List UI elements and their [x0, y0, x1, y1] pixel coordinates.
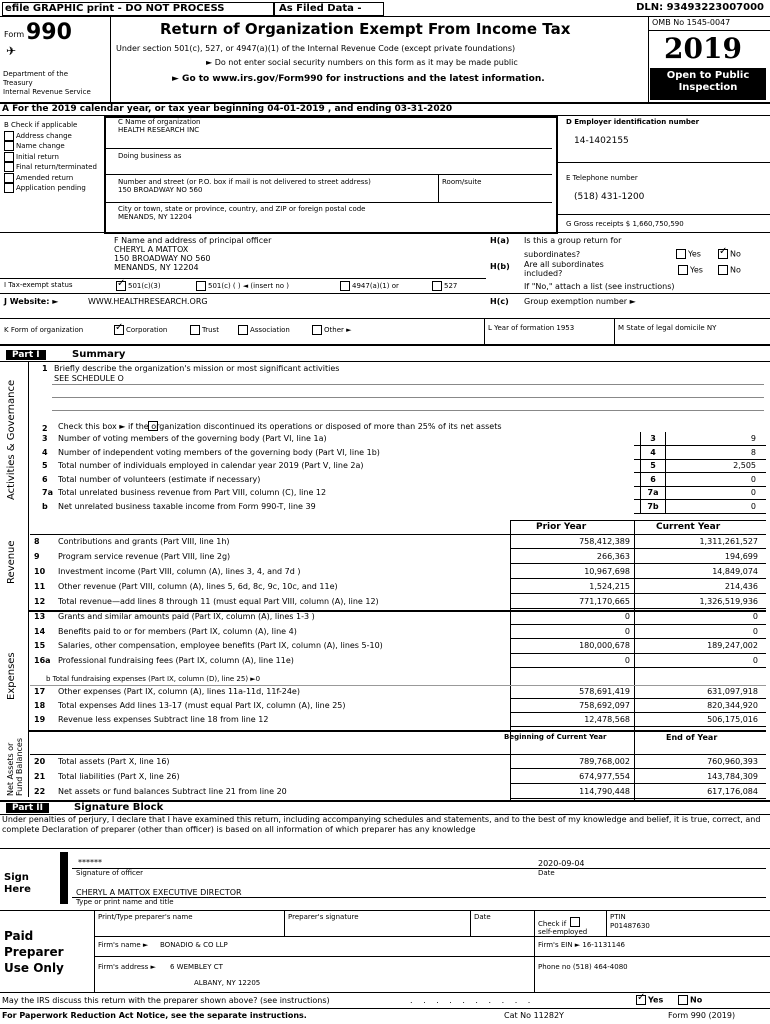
prior-year-value: 0: [624, 612, 630, 621]
phone-value: (518) 431-1200: [574, 192, 645, 202]
tax-year: 2019: [664, 32, 742, 65]
firm-name: BONADIO & CO LLP: [160, 941, 228, 949]
status-527[interactable]: 527: [432, 281, 457, 291]
dept-line-3: Internal Revenue Service: [3, 88, 91, 96]
line-text: Other expenses (Part IX, column (A), lines 11a-11d, 11f-24e): [58, 687, 300, 696]
ptin-label: PTIN: [610, 913, 626, 921]
line-number: 8: [34, 537, 40, 546]
part-1-label: Part I: [6, 350, 46, 360]
line-number: 11: [34, 582, 46, 591]
line-value: 0: [750, 501, 756, 511]
side-expenses: Expenses: [6, 652, 17, 700]
ha-no-checkbox[interactable]: [718, 249, 728, 259]
initial-return-checkbox[interactable]: [4, 152, 14, 162]
financial-row: [30, 564, 766, 579]
hb-no[interactable]: No: [718, 265, 741, 275]
discuss-no[interactable]: No: [678, 995, 702, 1005]
dba-label: Doing business as: [118, 152, 182, 160]
governance-row: [30, 459, 766, 472]
sign-here-label: Sign Here: [4, 872, 31, 895]
financial-row: [30, 713, 766, 727]
part-2-title: Signature Block: [74, 802, 164, 813]
officer-name-label: Type or print name and title: [76, 898, 174, 906]
ein-value: 14-1402155: [574, 136, 629, 146]
current-year-header: Current Year: [656, 522, 721, 532]
current-year-value: 0: [752, 626, 758, 636]
signature-date-label: Date: [538, 869, 555, 877]
application-pending-checkbox[interactable]: [4, 183, 14, 193]
current-year-value: 506,175,016: [707, 715, 758, 724]
line-2-text: Check this box ► if the organization discontinued its operations or disposed of more than 25% of its net assets: [58, 422, 502, 431]
current-year-value: 760,960,393: [707, 757, 758, 766]
line-number: 14: [34, 626, 46, 636]
k-corporation[interactable]: ✓ Corporation: [114, 325, 167, 335]
financial-row: [30, 685, 766, 699]
firm-address-1: 6 WEMBLEY CT: [170, 963, 223, 971]
current-year-value: 1,311,261,527: [699, 537, 758, 546]
line-1-value: SEE SCHEDULE O: [54, 374, 124, 383]
line-text: Revenue less expenses Subtract line 18 from line 12: [58, 715, 269, 724]
line-a-tax-year: A For the 2019 calendar year, or tax year beginning 04-01-2019 , and ending 03-31-2020: [2, 104, 453, 114]
line-box: 6: [640, 473, 666, 486]
signature-label: Signature of officer: [76, 869, 144, 877]
state-of-domicile: M State of legal domicile NY: [618, 324, 717, 332]
discuss-yes-checkbox[interactable]: [636, 995, 646, 1005]
room-suite-label: Room/suite: [442, 178, 482, 186]
line-number: 3: [42, 434, 48, 443]
line-number: b: [42, 501, 48, 511]
line-text: Total expenses Add lines 13-17 (must equal Part IX, column (A), line 25): [58, 701, 346, 710]
dept-line-1: Department of the: [3, 70, 69, 78]
open-line-2: Inspection: [678, 82, 738, 93]
line-number: 4: [42, 447, 48, 457]
line-text: Other revenue (Part VIII, column (A), lines 5, 6d, 8c, 9c, 10c, and 11e): [58, 582, 338, 591]
line-text: Net assets or fund balances Subtract line 21 from line 20: [58, 787, 287, 796]
line-text: Contributions and grants (Part VIII, line 1h): [58, 537, 230, 546]
paperwork-notice: For Paperwork Reduction Act Notice, see the separate instructions.: [2, 1011, 307, 1020]
end-of-year-header: End of Year: [666, 733, 718, 742]
self-employed-label: self-employed: [538, 928, 588, 936]
line-box: 7a: [640, 486, 666, 499]
line-value: 9: [750, 434, 756, 443]
hb-text-2: included?: [524, 269, 563, 278]
prior-year-value: 0: [624, 626, 630, 636]
line-text: Total revenue—add lines 8 through 11 (must equal Part VIII, column (A), line 12): [58, 597, 379, 606]
b-initial-return[interactable]: Initial return: [4, 152, 97, 163]
financial-row: [30, 594, 766, 609]
hb-yes[interactable]: Yes: [678, 265, 703, 275]
current-year-value: 143,784,309: [707, 772, 758, 781]
b-final-return[interactable]: Final return/terminated: [4, 162, 97, 173]
association-checkbox[interactable]: [238, 325, 248, 335]
line-number: 21: [34, 772, 46, 781]
line-number: 7a: [42, 488, 53, 497]
form-footer: Form 990 (2019): [668, 1011, 736, 1020]
form-title: Return of Organization Exempt From Income Tax: [160, 20, 571, 38]
line-text: Benefits paid to or for members (Part IX, column (A), line 4): [58, 626, 297, 636]
firm-address-2: ALBANY, NY 12205: [194, 979, 261, 987]
tax-exempt-label: I Tax-exempt status: [4, 281, 73, 289]
status-501c3[interactable]: ✓ 501(c)(3): [116, 281, 161, 291]
ssn-warning: ► Do not enter social security numbers on this form as it may be made public: [206, 58, 518, 67]
row-divider: [510, 798, 766, 799]
hb-label: H(b): [490, 262, 510, 271]
current-year-value: 14,849,074: [712, 567, 758, 576]
k-trust[interactable]: Trust: [190, 325, 219, 335]
firm-address-label: Firm's address ►: [98, 963, 156, 971]
current-year-value: 194,699: [724, 552, 758, 561]
line-number: 16a: [34, 655, 51, 665]
financial-row: [30, 610, 766, 625]
city-label: City or town, state or province, country, and ZIP or foreign postal code: [118, 205, 366, 213]
self-employed[interactable]: Check if: [538, 920, 567, 928]
officer-name: CHERYL A MATTOX: [114, 245, 189, 254]
cat-number: Cat No 11282Y: [504, 1011, 564, 1020]
line-number: 15: [34, 641, 46, 650]
officer-addr-2: MENANDS, NY 12204: [114, 263, 199, 272]
prior-year-value: 674,977,554: [579, 772, 630, 781]
4947-checkbox[interactable]: [340, 281, 350, 291]
street-label: Number and street (or P.O. box if mail is not delivered to street address): [118, 178, 371, 186]
irs-link[interactable]: ► Go to www.irs.gov/Form990 for instructions and the latest information.: [172, 74, 545, 84]
prior-year-value: 266,363: [596, 552, 630, 561]
form-label: Form: [4, 30, 25, 39]
website-label: J Website: ►: [4, 297, 59, 306]
line-text: Program service revenue (Part VIII, line 2g): [58, 552, 231, 561]
address-change-checkbox[interactable]: [4, 131, 14, 141]
financial-row: [30, 654, 766, 669]
ha-yes[interactable]: Yes: [676, 249, 701, 259]
signature-stars: ******: [78, 858, 102, 867]
b-check-applicable: [4, 120, 97, 194]
prior-year-value: 114,790,448: [579, 787, 630, 796]
row-divider: [510, 726, 766, 727]
ha-yes-checkbox[interactable]: [676, 249, 686, 259]
line-box: 5: [640, 459, 666, 472]
line-value: 0: [750, 488, 756, 497]
financial-row: [30, 699, 766, 713]
f-label: F Name and address of principal officer: [114, 236, 272, 245]
current-year-value: 0: [752, 612, 758, 621]
ptin-value: P01487630: [610, 922, 650, 930]
side-activities-governance: Activities & Governance: [6, 379, 17, 500]
hb-yes-checkbox[interactable]: [678, 265, 688, 275]
final-return-checkbox[interactable]: [4, 162, 14, 172]
as-filed-banner: As Filed Data -: [274, 2, 384, 16]
prior-year-value: 771,170,665: [579, 597, 630, 606]
current-year-value: 189,247,002: [707, 641, 758, 650]
form-990-page: efile GRAPHIC print - DO NOT PROCESS As Filed Data - DLN: 93493223007000 Form 990 ✈ Department of the Treasury Internal Revenue Service Return of Organization Exempt From Income Tax Under section 501(c), 527, or 4947(a)(1) of the Internal Revenue Code (except private foundations) ► Do not enter social security numbers on this form as it may be made public ► Go to www.irs.gov/Form990 for instructions and the latest information. OMB No 1545-0047 2019 Open to Public Inspection A For the 2019 calendar year, or tax year beginning 04-01-2019 , and ending 03-31-2020 B Check if applicable Address change Name change Initial return Final return/terminated Amended return Application pending C Name of organization HEALTH RESEARCH INC Doing business as Number and street (or P.O. box if mail is not delivered to street address) 150 BROADWAY NO 560 Room/suite City or town, state or province, country, and ZIP or foreign postal code MENANDS, NY 12204 D Employer identification number 14-1402155 E Telephone number (518) 431-1200 G Gross receipts $ 1,660,750,590 F Name and address of principal officer CHERYL A MATTOX 150 BROADWAY NO 560 MENANDS, NY 12204 H(a) Is this a group return for subordinates? Yes ✓ No H(b) Are all subordinates included? Yes No If "No," attach a list (see instructions) I Tax-exempt status ✓ 501(c)(3) 501(c) ( ) ◄ (insert no ) 4947(a)(1) or 527 J Website: ► WWW.HEALTHRESEARCH.ORG H(c) Group exemption number ► K Form of organization ✓ Corporation Trust Association Other ► L Year of formation 1953 M State of legal domicile NY Part I Summary Activities & Governance Revenue Expenses Net Assets or Fund Balances 1 Briefly describe the organization's mission or most significant activities SEE SCHEDULE O 2 Check this box ► if the organization discontinued its operations or disposed of more than 25% of its net assets 3 Number of voting members of the governing body (Part VI, line 1a) 3 9 4 Number of independent voting members of the governing body (Part VI, line 1b) 4 8 5 Total number of individuals employed in calendar year 2019 (Part V, line 2a) 5 2,505 6 Total number of volunteers (estimate if necessary) 6 0 7a Total unrelated business revenue from Part VIII, column (C), line 12 7a 0 b Net unrelated business taxable income from Form 990-T, line 39 7b 0 Prior Year Current Year 8 Contributions and grants (Part VIII, line 1h) 758,412,389 1,311,261,527 9 Program service revenue (Part VIII, line 2g) 266,363 194,699 10 Investment income (Part VIII, column (A), lines 3, 4, and 7d ) 10,967,698 14,849,074 11 Other revenue (Part VIII, column (A), lines 5, 6d, 8c, 9c, 10c, and 11e) 1,524,215 214,436 12 Total revenue—add lines 8 through 11 (must equal Part VIII, column (A), line 12) 771,170,665 1,326,519,936 13 Grants and similar amounts paid (Part IX, column (A), lines 1-3 ) 0 0 14 Benefits paid to or for members (Part IX, column (A), line 4) 0 0 15 Salaries, other compensation, employee benefits (Part IX, column (A), lines 5-10) 180,000,678 189,247,002 16a Professional fundraising fees (Part IX, column (A), line 11e) 0 0 b Total fundraising expenses (Part IX, column (D), line 25) ►0 17 Other expenses (Part IX, column (A), lines 11a-11d, 11f-24e) 578,691,419 631,097,918 18 Total expenses Add lines 13-17 (must equal Part IX, column (A), line 25) 758,692,097 820,344,920 19 Revenue less expenses Subtract line 18 from line 12 12,478,568 506,175,016 Beginning of Current Year End of Year 20 Total assets (Part X, line 16) 789,768,002 760,960,393 21 Total liabilities (Part X, line 26) 674,977,554 143,784,309 22 Net assets or fund balances Subtract line 21 from line 20 114,790,448 617,176,084 Part II Signature Block Under penalties of perjury, I declare that I have examined this return, including accompanying schedules and statements, and to the best of my knowledge and belief, it is true, correct, and complete Declaration of preparer (other than officer) is based on all information of which preparer has any knowledge Sign Here ****** Signature of officer 2020-09-04 Date CHERYL A MATTOX EXECUTIVE DIRECTOR Type or print name and title Paid Preparer Use Only Print/Type preparer's name Preparer's signature Date Check if self-employed PTIN P01487630 Firm's name ► BONADIO & CO LLP Firm's EIN ► 16-1131146 Firm's address ► 6 WEMBLEY CT ALBANY, NY 12205 Phone no (518) 464-4080 May the IRS discuss this return with the preparer shown above? (see instructions) . . . . . . . . . . ✓ Yes No For Paperwork Reduction Act Notice, see the separate instructions. Cat No 11282Y Form 990 (2019): [0, 0, 770, 1024]
prior-year-value: 0: [624, 655, 630, 665]
501c-checkbox[interactable]: [196, 281, 206, 291]
firm-phone: Phone no (518) 464-4080: [538, 963, 628, 971]
501c3-checkbox[interactable]: [116, 281, 126, 291]
officer-addr-1: 150 BROADWAY NO 560: [114, 254, 211, 263]
current-year-value: 0: [752, 655, 758, 665]
b-application-pending[interactable]: Application pending: [4, 183, 97, 194]
part-2-label: Part II: [6, 803, 49, 813]
c-name-label: C Name of organization: [118, 118, 201, 126]
hc-label: H(c): [490, 297, 509, 306]
org-name: HEALTH RESEARCH INC: [118, 126, 200, 134]
line-1-text: Briefly describe the organization's mission or most significant activities: [54, 364, 340, 373]
k-association[interactable]: Association: [238, 325, 290, 335]
b-title: B Check if applicable: [4, 121, 78, 129]
trust-checkbox[interactable]: [190, 325, 200, 335]
line-text: Total assets (Part X, line 16): [58, 757, 170, 766]
prior-year-header: Prior Year: [536, 522, 587, 532]
line-text: Total liabilities (Part X, line 26): [58, 772, 180, 781]
preparer-date-label: Date: [474, 913, 491, 921]
discuss-question: May the IRS discuss this return with the preparer shown above? (see instructions): [2, 996, 330, 1005]
hb-text-1: Are all subordinates: [524, 260, 604, 269]
line-box: 7b: [640, 500, 666, 513]
self-employed-checkbox[interactable]: [570, 917, 580, 927]
governance-row: [30, 432, 766, 445]
line-text: Total unrelated business revenue from Part VIII, column (C), line 12: [58, 488, 327, 497]
k-label: K Form of organization: [4, 326, 84, 334]
corporation-checkbox[interactable]: [114, 325, 124, 335]
line-text: Salaries, other compensation, employee benefits (Part IX, column (A), lines 5-10): [58, 641, 383, 650]
line-text: Investment income (Part VIII, column (A), lines 3, 4, and 7d ): [58, 567, 301, 576]
financial-row: [30, 754, 766, 769]
principal-officer: [114, 236, 271, 272]
org-city: MENANDS, NY 12204: [118, 213, 193, 221]
527-checkbox[interactable]: [432, 281, 442, 291]
firm-name-label: Firm's name ►: [98, 941, 149, 949]
line-number: 20: [34, 757, 46, 766]
side-revenue: Revenue: [6, 540, 17, 584]
governance-row: [30, 446, 766, 459]
perjury-declaration: Under penalties of perjury, I declare that I have examined this return, including accompanying schedules and statements, and to the best of my knowledge and belief, it is true, correct, and complete Declaration of preparer (other than officer) is based on all information of which preparer has any knowledge: [2, 815, 761, 834]
irs-eagle-icon: ✈: [6, 44, 17, 58]
financial-row: [30, 534, 766, 549]
ha-no[interactable]: ✓ No: [718, 249, 741, 259]
line-number: 10: [34, 567, 46, 576]
line-number: 19: [34, 715, 46, 724]
form-number: 990: [26, 20, 72, 45]
ha-text-2: subordinates?: [524, 250, 581, 259]
beginning-year-header: Beginning of Current Year: [504, 733, 607, 741]
b-name-change[interactable]: Name change: [4, 141, 97, 152]
governance-row: [30, 473, 766, 486]
hc-text: Group exemption number ►: [524, 297, 636, 306]
preparer-signature-label: Preparer's signature: [288, 913, 359, 921]
line-text: Professional fundraising fees (Part IX, column (A), line 11e): [58, 655, 294, 665]
line-number: 17: [34, 687, 46, 696]
current-year-value: 214,436: [724, 582, 758, 591]
efile-banner: efile GRAPHIC print - DO NOT PROCESS: [2, 2, 274, 16]
open-to-public-badge: [650, 68, 766, 100]
preparer-name-label: Print/Type preparer's name: [98, 913, 193, 921]
prior-year-value: 578,691,419: [579, 687, 630, 696]
governance-row: [30, 500, 766, 513]
discuss-yes[interactable]: ✓ Yes: [636, 995, 663, 1005]
k-other[interactable]: Other ►: [312, 325, 351, 335]
line-16b: b Total fundraising expenses (Part IX, column (D), line 25) ►0: [46, 675, 261, 683]
gross-receipts: G Gross receipts $ 1,660,750,590: [566, 220, 684, 228]
dln-number: DLN: 93493223007000: [636, 2, 764, 13]
side-net-assets: Net Assets or Fund Balances: [6, 738, 24, 796]
prior-year-value: 758,412,389: [579, 537, 630, 546]
line-number: 6: [42, 474, 48, 484]
discuss-no-checkbox[interactable]: [678, 995, 688, 1005]
line-text: Total number of individuals employed in calendar year 2019 (Part V, line 2a): [58, 461, 364, 470]
org-street: 150 BROADWAY NO 560: [118, 186, 203, 194]
website-value[interactable]: WWW.HEALTHRESEARCH.ORG: [88, 297, 208, 306]
financial-row: [30, 784, 766, 799]
hb-no-checkbox[interactable]: [718, 265, 728, 275]
line-text: Number of voting members of the governing body (Part VI, line 1a): [58, 434, 327, 443]
current-year-value: 820,344,920: [707, 701, 758, 710]
financial-row: [30, 549, 766, 564]
ein-label: D Employer identification number: [566, 118, 700, 126]
prior-year-value: 180,000,678: [579, 641, 630, 650]
b-amended-return[interactable]: Amended return: [4, 173, 97, 184]
status-4947[interactable]: 4947(a)(1) or: [340, 281, 399, 291]
line-1-number: 1: [42, 364, 48, 373]
line-number: 18: [34, 701, 46, 710]
b-address-change[interactable]: Address change: [4, 131, 97, 142]
year-of-formation: L Year of formation 1953: [488, 324, 575, 332]
line-text: Grants and similar amounts paid (Part IX, column (A), lines 1-3 ): [58, 612, 315, 621]
row-divider: [634, 513, 766, 514]
line-number: 13: [34, 612, 46, 621]
open-line-1: Open to Public: [666, 70, 750, 81]
line-value: 8: [750, 447, 756, 457]
line-number: 12: [34, 597, 46, 606]
financial-row: [30, 769, 766, 784]
line-box: 3: [640, 432, 666, 445]
if-no-attach: If "No," attach a list (see instructions): [524, 282, 675, 291]
line-number: 9: [34, 552, 40, 561]
omb-number: OMB No 1545-0047: [652, 18, 731, 27]
ha-text-1: Is this a group return for: [524, 236, 622, 245]
ha-label: H(a): [490, 236, 510, 245]
firm-ein: Firm's EIN ► 16-1131146: [538, 941, 625, 949]
line-value: 2,505: [733, 461, 756, 470]
dept-line-2: Treasury: [3, 79, 33, 87]
line-text: Net unrelated business taxable income from Form 990-T, line 39: [58, 501, 316, 511]
governance-row: [30, 486, 766, 499]
row-divider: [510, 608, 766, 609]
line-value: 0: [750, 474, 756, 484]
line-number: 22: [34, 787, 46, 796]
signature-date: 2020-09-04: [538, 859, 585, 868]
line-number: 5: [42, 461, 48, 470]
row-divider: [510, 667, 766, 668]
part-1-title: Summary: [72, 349, 126, 360]
financial-row: [30, 625, 766, 640]
phone-label: E Telephone number: [566, 174, 638, 182]
officer-name-title: CHERYL A MATTOX EXECUTIVE DIRECTOR: [76, 888, 242, 897]
financial-row: [30, 639, 766, 654]
prior-year-value: 1,524,215: [589, 582, 630, 591]
amended-return-checkbox[interactable]: [4, 173, 14, 183]
prior-year-value: 758,692,097: [579, 701, 630, 710]
line-text: Number of independent voting members of the governing body (Part VI, line 1b): [58, 447, 380, 457]
line-box: 4: [640, 446, 666, 459]
other-checkbox[interactable]: [312, 325, 322, 335]
paid-preparer-label: Paid Preparer Use Only: [4, 929, 64, 975]
name-change-checkbox[interactable]: [4, 141, 14, 151]
line-text: Total number of volunteers (estimate if necessary): [58, 474, 261, 484]
current-year-value: 1,326,519,936: [699, 597, 758, 606]
status-501c[interactable]: 501(c) ( ) ◄ (insert no ): [196, 281, 289, 291]
under-section-text: Under section 501(c), 527, or 4947(a)(1) of the Internal Revenue Code (except private foundations): [116, 44, 516, 53]
prior-year-value: 12,478,568: [584, 715, 630, 724]
prior-year-value: 10,967,698: [584, 567, 630, 576]
prior-year-value: 789,768,002: [579, 757, 630, 766]
financial-row: [30, 579, 766, 594]
current-year-value: 631,097,918: [707, 687, 758, 696]
line-2-checkbox[interactable]: [148, 421, 158, 431]
current-year-value: 617,176,084: [707, 787, 758, 796]
